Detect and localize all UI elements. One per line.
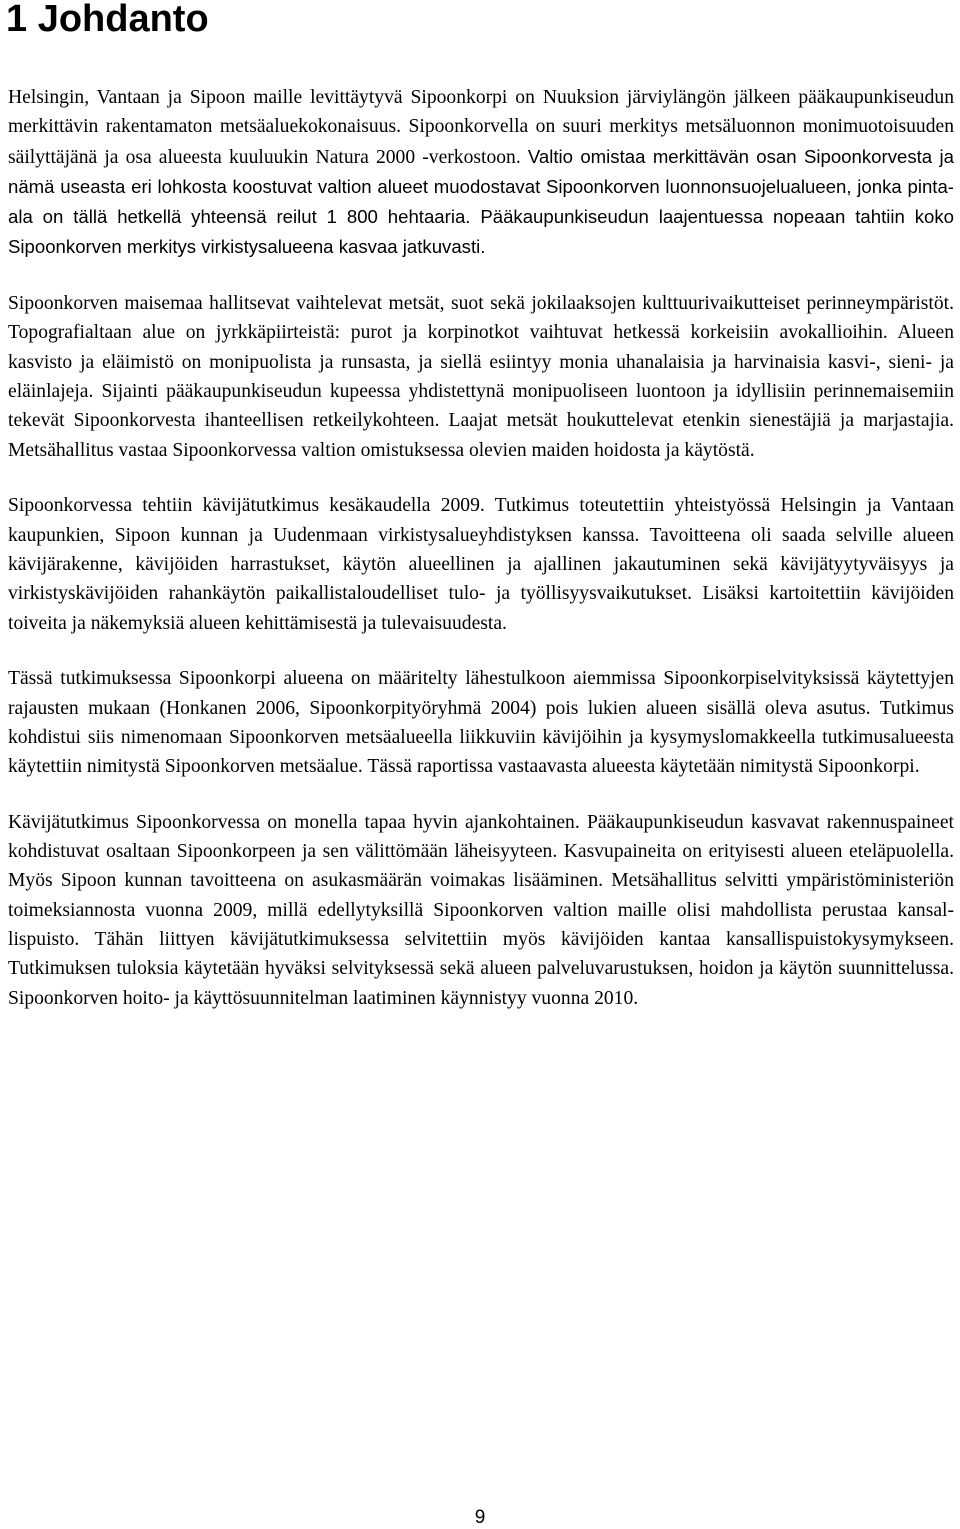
body-text bbox=[8, 83, 954, 1039]
paragraph-1-part-1: Helsingin, Vantaan ja Sipoon maille levittäytyvä Sipoonkorpi on Nuuksion järviylängön jälkeen pääkaupunkiseudun merkittävin rakentamaton metsäaluekokonaisuus. Sipoonkorvella on suuri merkitys metsäluonnon monimuotoisuuden säilyttäjänä ja osa alueesta kuuluukin Natura 2000 -verkostoon. bbox=[8, 87, 954, 168]
paragraph-3-text: Sipoonkorvessa tehtiin kävijätutkimus kesäkaudella 2009. Tutkimus toteutettiin yhteistyössä Helsingin ja Vantaan kaupunkien, Sipoon kunnan ja Uudenmaan virkistysalueyhdistyksen kanssa. Tavoitteena oli saada selville alueen kävijärakenne, kävijöiden harrastukset, käytön alueellinen ja ajallinen jakautuminen sekä kävijätyytyväisyys ja virkistyskävijöiden rahankäytön paikallistaloudelliset tulo- ja työllisyysvaikutukset. Lisäksi kartoitettiin kävijöiden toiveita ja näkemyksiä alueen kehittämisestä ja tulevaisuudesta. bbox=[8, 495, 954, 634]
paragraph-3 bbox=[8, 491, 954, 637]
page-number: 9 bbox=[474, 1507, 486, 1528]
paragraph-4-text: Tässä tutkimuksessa Sipoonkorpi alueena on määritelty lähestulkoon aiemmissa Sipoonkorpiselvityksissä käytettyjen rajausten mukaan (Honkanen 2006, Sipoonkorpityöryhmä 2004) pois lukien alueen sisällä oleva asutus. Tutkimus kohdistui siis nimenomaan Sipoonkorven metsäalueella liikkuviin kävijöihin ja kysymyslomakkeella tutkimusalueesta käytettiin nimitystä Sipoonkorven metsäalue. Tässä raportissa vastaavasta alueesta käytetään nimitystä Sipoonkorpi. bbox=[8, 668, 954, 778]
paragraph-1-part-2: Valtio omistaa merkittävän osan Sipoonkorvesta ja nämä useasta eri lohkosta koostuvat valtion alueet muodostavat Sipoonkorven luonnonsuojelualueen, jonka pinta-ala on tällä hetkellä yhteensä reilut 1 800 hehtaaria. Pääkaupunkiseudun laajentuessa nopeaan tahtiin koko Sipoonkorven merkitys virkistysalueena kasvaa jatkuvasti. bbox=[8, 145, 954, 258]
paragraph-5-text: Kävijätutkimus Sipoonkorvessa on monella tapaa hyvin ajankohtainen. Pääkaupunkiseudun kasvavat rakennuspaineet kohdistuvat osaltaan Sipoonkorpeen ja sen välittömään läheisyyteen. Kasvupaineita on erityisesti alueen eteläpuolella. Myös Sipoon kunnan tavoitteena on asukasmäärän voimakas lisääminen. Metsähallitus selvitti ympäristöministeriön toimeksiannosta vuonna 2009, millä edellytyksillä Sipoonkorven valtion maille olisi mahdollista perustaa kansallispuisto. Tähän liittyen kävijätutkimuksessa selvitettiin myös kävijöiden kantaa kansallispuistokysymykseen. Tutkimuksen tuloksia käytetään hyväksi selvityksessä sekä alueen palveluvarustuksen, hoidon ja käytön suunnittelussa. Sipoonkorven hoito- ja käyttösuunnitelman laatiminen käynnistyy vuonna 2010. bbox=[8, 811, 954, 1009]
paragraph-1 bbox=[8, 83, 954, 263]
paragraph-4 bbox=[8, 664, 954, 781]
paragraph-2-text: Sipoonkorven maisemaa hallitsevat vaihtelevat metsät, suot sekä jokilaaksojen kulttuurivaikutteiset perinneympäristöt. Topografialtaan alue on jyrkkäpiirteistä: purot ja korpinotkot vaihtuvat hetkessä korkeisiin avokallioihin. Alueen kasvisto ja eläimistö on monipuolista ja runsasta, ja siellä esiintyy monia uhanalaisia ja harvinaisia kasvi-, sieni- ja eläinlajeja. Sijainti pääkaupunkiseudun kupeessa yhdistettynä monipuoliseen luontoon ja idyllisiin perinnemaisemiin tekevät Sipoonkorvesta ihanteellisen retkeilykohteen. Laajat metsät houkuttelevat etenkin sienestäjiä ja marjastajia. Metsähallitus vastaa Sipoonkorvessa valtion omistuksessa olevien maiden hoidosta ja käytöstä. bbox=[8, 293, 954, 461]
paragraph-2 bbox=[8, 289, 954, 465]
section-heading: 1 Johdanto bbox=[6, 0, 209, 40]
paragraph-5 bbox=[8, 808, 954, 1013]
